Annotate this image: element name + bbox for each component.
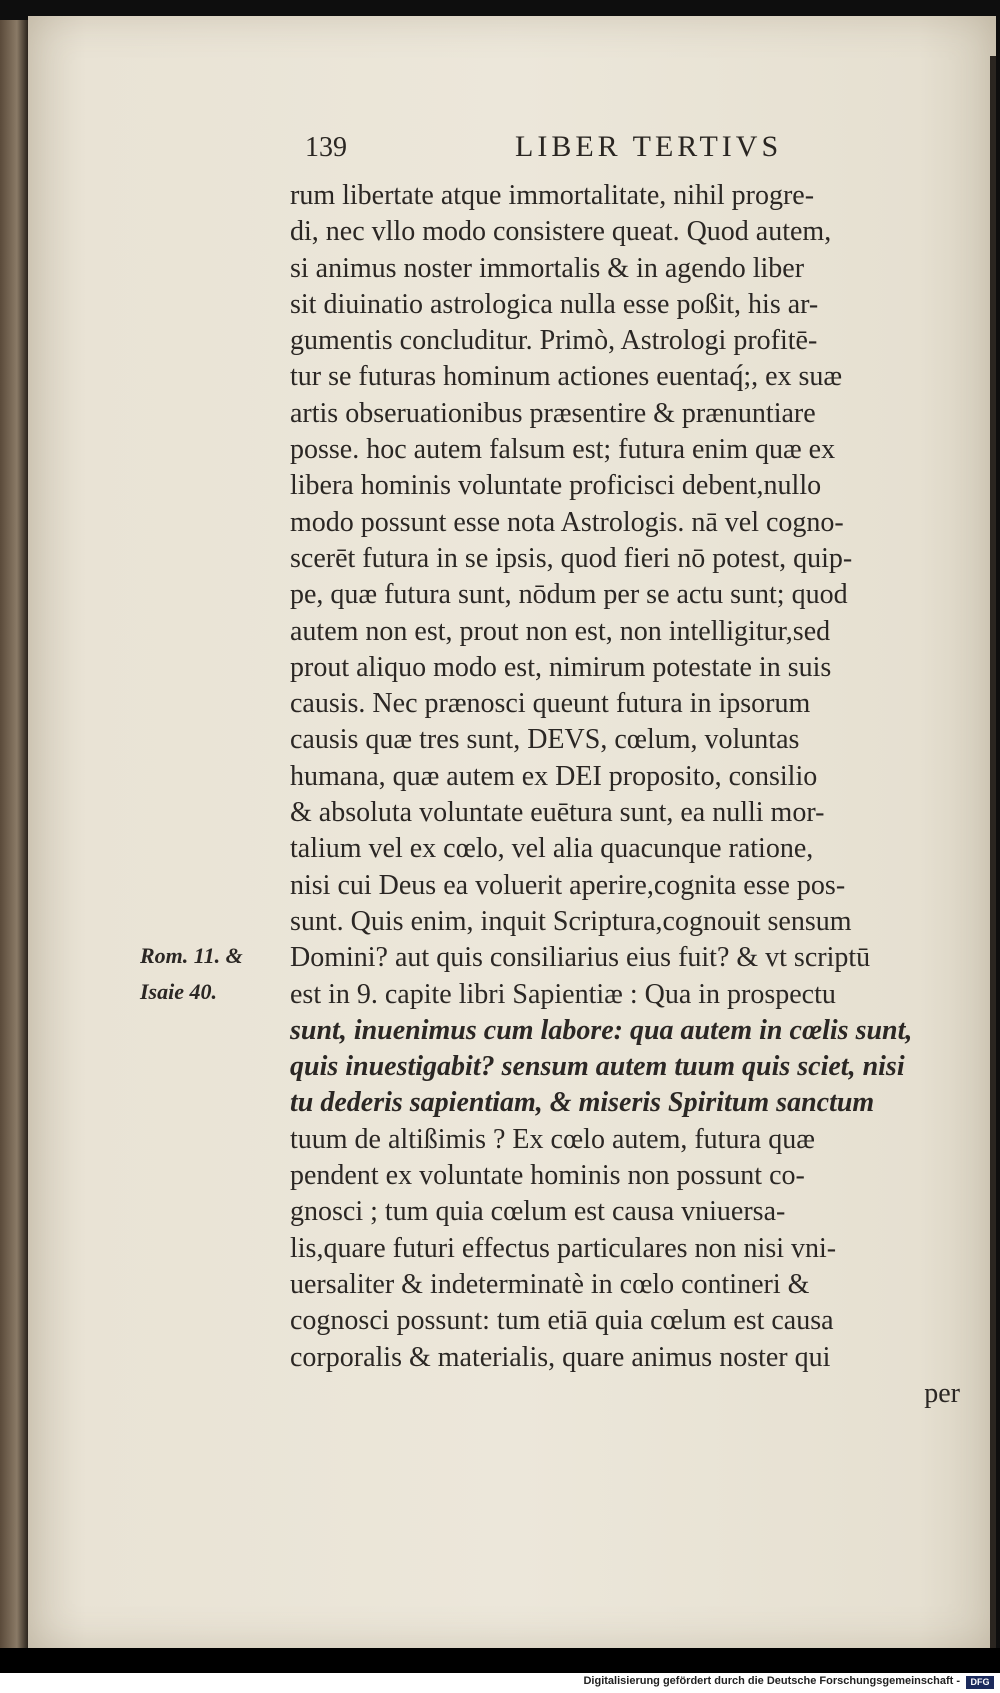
running-title: LIBER TERTIVS: [515, 130, 783, 163]
text-line: lis,quare futuri effectus particulares non nisi vni-: [290, 1232, 837, 1264]
margin-note-line: Rom. 11. &: [140, 943, 243, 968]
text-line: nisi cui Deus ea voluerit aperire,cognita esse pos-: [290, 869, 846, 901]
page-number: 139: [305, 132, 347, 163]
text-line: pendent ex voluntate hominis non possunt co-: [290, 1160, 805, 1192]
text-line: uersaliter & indeterminatè in cœlo contineri &: [290, 1268, 810, 1300]
text-line: corporalis & materialis, quare animus noster qui: [290, 1341, 831, 1373]
dfg-logo: DFG: [966, 1676, 994, 1689]
text-line: si animus noster immortalis & in agendo liber: [290, 252, 805, 284]
text-line: prout aliquo modo est, nimirum potestate in suis: [290, 651, 832, 683]
book-spine-edge: [0, 20, 28, 1648]
catchword: per: [924, 1377, 960, 1409]
text-line: causis. Nec prænosci queunt futura in ipsorum: [290, 688, 811, 720]
scan-bottom-bar: [0, 1648, 1000, 1673]
text-line: Domini? aut quis consiliarius eius fuit? & vt scriptū: [290, 942, 871, 974]
text-line: autem non est, prout non est, non intelligitur,sed: [290, 615, 831, 647]
text-line: modo possunt esse nota Astrologis. nā vel cogno-: [290, 506, 844, 538]
text-line: sunt. Quis enim, inquit Scriptura,cognouit sensum: [290, 905, 852, 937]
text-line: & absoluta voluntate euētura sunt, ea nulli mor-: [290, 797, 825, 829]
text-line: gnosci ; tum quia cœlum est causa vniuersa-: [290, 1196, 786, 1228]
text-line: di, nec vllo modo consistere queat. Quod autem,: [290, 216, 832, 248]
text-line: scerēt futura in se ipsis, quod fieri nō potest, quip-: [290, 542, 853, 574]
text-line: artis obseruationibus præsentire & prænuntiare: [290, 397, 816, 429]
text-line-italic: tu dederis sapientiam, & miseris Spiritum sanctum: [290, 1087, 875, 1119]
text-line: causis quæ tres sunt, DEVS, cœlum, voluntas: [290, 724, 800, 756]
margin-note-line: Isaie 40.: [140, 979, 217, 1004]
text-line: gumentis concluditur. Primò, Astrologi profitē-: [290, 325, 818, 357]
text-line: talium vel ex cœlo, vel alia quacunque ratione,: [290, 833, 814, 865]
page-edge: [990, 56, 996, 1656]
text-line: tur se futuras hominum actiones euentaq́;, ex suæ: [290, 361, 843, 393]
text-line: libera hominis voluntate proficisci debent,nullo: [290, 470, 822, 502]
margin-note: [140, 938, 290, 1010]
text-line: tuum de altißimis ? Ex cœlo autem, futura quæ: [290, 1123, 815, 1155]
running-head: [305, 128, 845, 172]
body-text: [290, 178, 990, 1412]
text-line: humana, quæ autem ex DEI proposito, consilio: [290, 760, 818, 792]
text-line: posse. hoc autem falsum est; futura enim quæ ex: [290, 434, 836, 466]
text-line: pe, quæ futura sunt, nōdum per se actu sunt; quod: [290, 579, 848, 611]
text-line: est in 9. capite libri Sapientiæ : Qua in prospectu: [290, 978, 836, 1010]
footer-strip: [0, 1673, 1000, 1693]
text-line-italic: quis inuestigabit? sensum autem tuum quis sciet, nisi: [290, 1051, 905, 1083]
text-line: cognosci possunt: tum etiā quia cœlum est causa: [290, 1305, 834, 1337]
text-line: sit diuinatio astrologica nulla esse poßit, his ar-: [290, 288, 819, 320]
text-line-italic: sunt, inuenimus cum labore: qua autem in cœlis sunt,: [290, 1014, 913, 1046]
text-line: rum libertate atque immortalitate, nihil progre-: [290, 180, 815, 211]
digitization-credit: Digitalisierung gefördert durch die Deutsche Forschungsgemeinschaft -: [583, 1675, 960, 1687]
